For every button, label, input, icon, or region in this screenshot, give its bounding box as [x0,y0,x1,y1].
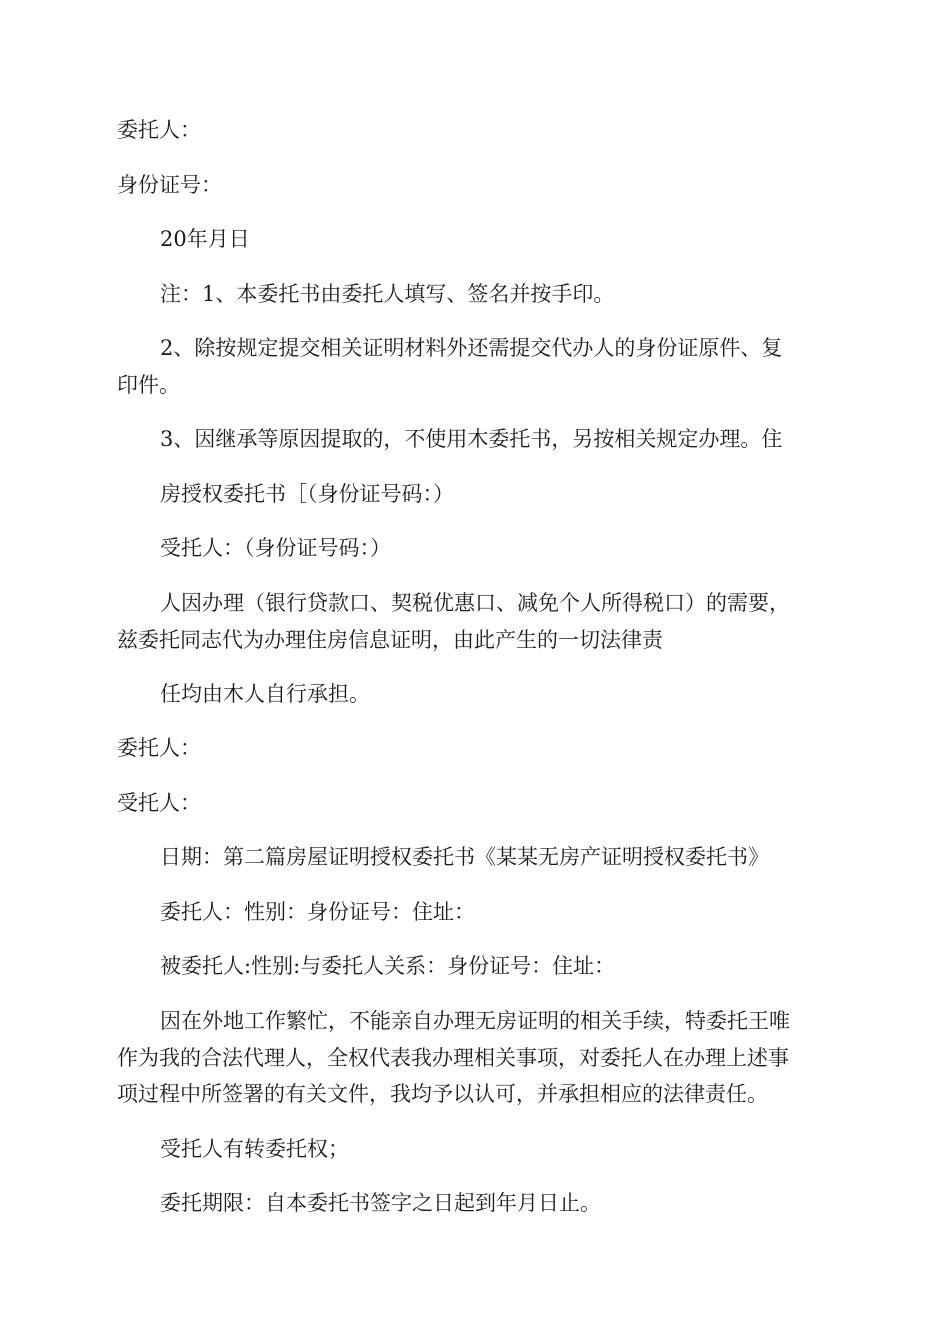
reason-paragraph-cont-1: 作为我的合法代理人，全权代表我办理相关事项，对委托人在办理上述事 [117,1046,789,1070]
id-number-label: 身份证号： [117,173,222,197]
agent-info-line: 被委托人:性别:与委托人关系：身份证号：住址： [160,954,616,978]
sub-delegation-line: 受托人有转委托权； [160,1137,349,1161]
note-item-2-cont: 印件。 [117,373,180,397]
note-item-3: 3、因继承等原因提取的，不使用木委托书，另按相关规定办理。住 [160,427,783,451]
principal-signature-label: 委托人： [117,736,201,760]
trustee-id-line: 受托人：（身份证号码：） [160,536,391,560]
note-item-2: 2、除按规定提交相关证明材料外还需提交代办人的身份证原件、复 [160,336,783,360]
principal-info-line: 委托人：性别：身份证号：住址： [160,900,475,924]
trustee-signature-label: 受托人： [117,791,201,815]
purpose-paragraph-cont: 兹委托同志代为办理住房信息证明，由此产生的一切法律责 [117,628,663,652]
date-line: 20年月日 [160,227,250,251]
date-and-section-title: 日期：第二篇房屋证明授权委托书《某某无房产证明授权委托书》 [160,845,769,869]
reason-paragraph-cont-2: 项过程中所签署的有关文件，我均予以认可，并承担相应的法律责任。 [117,1082,768,1106]
term-line: 委托期限：自本委托书签字之日起到年月日止。 [160,1191,601,1215]
note-item-1: 注：1、本委托书由委托人填写、签名并按手印。 [160,282,615,306]
purpose-paragraph: 人因办理（银行贷款口、契税优惠口、减免个人所得税口）的需要， [160,591,790,615]
housing-auth-title: 房授权委托书［（身份证号码：） [160,482,454,506]
principal-label: 委托人： [117,118,201,142]
reason-paragraph: 因在外地工作繁忙，不能亲自办理无房证明的相关手续，特委托王唯 [160,1009,790,1033]
responsibility-line: 任均由木人自行承担。 [160,682,370,706]
